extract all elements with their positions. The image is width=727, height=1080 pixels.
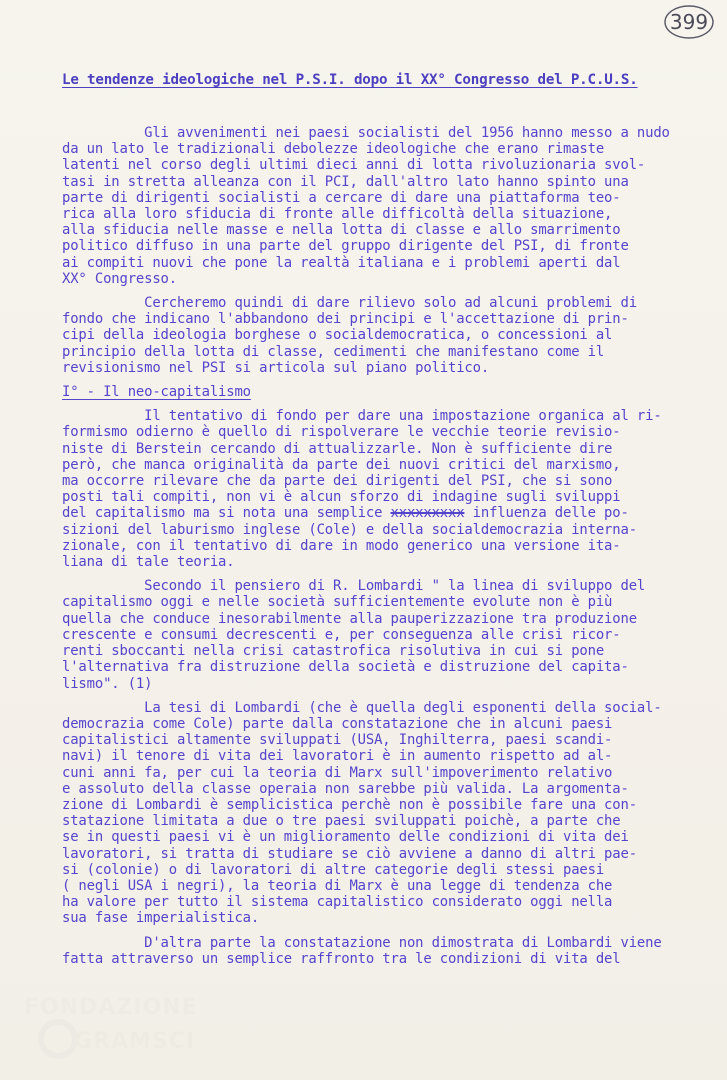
text-line: se in questi paesi vi è un miglioramento delle condizioni di vita dei (62, 829, 629, 846)
section-heading: I° - Il neo-capitalismo (62, 384, 251, 401)
text-line: revisionismo nel PSI si articola sul piano politico. (62, 359, 490, 376)
text-line: latenti nel corso degli ultimi dieci anni di lotta rivoluzionaria svol- (62, 157, 646, 174)
text-line: Cercheremo quindi di dare rilievo solo ad alcuni problemi di (62, 295, 637, 312)
text-line: rica alla loro sfiducia di fronte alle difficoltà della situazione, (62, 206, 613, 223)
text-line: renti sboccanti nella crisi catastrofica risolutiva in cui si pone (62, 643, 605, 660)
text-line: l'alternativa fra distruzione della società e distruzione del capita- (62, 659, 629, 676)
text-line: democrazia come Cole) parte dalla constatazione che in alcuni paesi (62, 715, 613, 732)
text-line: ( negli USA i negri), la teoria di Marx è una legge di tendenza che (62, 877, 613, 894)
text-line: politico diffuso in una parte del gruppo dirigente del PSI, di fronte (62, 238, 629, 255)
paragraph-lombardi-quote (62, 578, 688, 691)
text-line: statazione limitata a due o tre paesi sviluppati poichè, a parte che (62, 813, 621, 830)
watermark-emblem-icon (38, 1019, 78, 1059)
text-line: ma occorre rilevare che da parte dei dirigenti del PSI, che si sono (62, 473, 613, 490)
text-line: posti tali compiti, non vi è alcun sforzo di indagine sugli sviluppi (62, 489, 621, 506)
text-line: La tesi di Lombardi (che è quella degli esponenti della social- (62, 699, 662, 716)
text-line: ha valore per tutto il sistema capitalistico considerato oggi nella (62, 894, 613, 911)
page-number-text: 399 (669, 10, 709, 34)
watermark-text-line: FONDAZIONE (24, 995, 198, 1020)
document-body (62, 125, 688, 975)
text-line: fondo che indicano l'abbandono dei principi e l'accettazione di prin- (62, 311, 629, 328)
text-line: sizioni del laburismo inglese (Cole) e della socialdemocrazia interna- (62, 521, 637, 538)
text-line: principio della lotta di classe, cedimenti che manifestano come il (62, 343, 605, 360)
handwritten-page-number (663, 4, 715, 40)
text-line: Gli avvenimenti nei paesi socialisti del 1956 hanno messo a nudo (62, 125, 670, 141)
text-line: sua fase imperialistica. (62, 910, 260, 927)
struck-out-word: xxxxxxxxx (390, 505, 465, 522)
text-line: ai compiti nuovi che pone la realtà italiana e i problemi aperti dal (62, 254, 621, 271)
text-line: da un lato le tradizionali debolezze ideologiche che erano rimaste (62, 141, 605, 158)
text-line: zione di Lombardi è semplicistica perchè non è possibile fare una con- (62, 796, 637, 813)
paragraph-lombardi-thesis (62, 700, 688, 927)
text-line: tasi in stretta alleanza con il PCI, dall'altro lato hanno spinto una (62, 173, 629, 190)
paragraph-reformism (62, 408, 688, 570)
text-line: XX° Congresso. (62, 270, 177, 287)
text-line-with-strikeout (62, 505, 688, 521)
paragraph-scope (62, 295, 688, 376)
text-line: però, che manca originalità da parte dei nuovi critici del marxismo, (62, 456, 621, 473)
text-line: alla sfiducia nelle masse e nella lotta di classe e allo smarrimento (62, 222, 621, 239)
text-line: capitalismo oggi e nelle società sufficientemente evolute non è più (62, 594, 613, 611)
text-line: niste di Berstein cercando di attualizzarle. Non è sufficiente dire (62, 440, 613, 457)
text-line: e assoluto della classe operaia non sarebbe più valida. La argomenta- (62, 780, 629, 797)
archive-watermark-logo (18, 995, 198, 1075)
text-line: cipi della ideologia borghese o socialdemocratica, o concessioni al (62, 327, 613, 344)
text-line: Secondo il pensiero di R. Lombardi " la linea di sviluppo del (62, 578, 646, 595)
text-line: formismo odierno è quello di rispolverare le vecchie teorie revisio- (62, 424, 621, 441)
text-line: zionale, con il tentativo di dare in modo generico una versione ita- (62, 537, 621, 554)
paragraph-comparison (62, 935, 688, 967)
text-line: fatta attraverso un semplice raffronto tra le condizioni di vita del (62, 950, 621, 967)
text-line: navi) il tenore di vita dei lavoratori è in aumento rispetto ad al- (62, 748, 613, 765)
text-line: capitalistici altamente sviluppati (USA, Inghilterra, paesi scandi- (62, 732, 613, 749)
text-fragment: influenza delle po- (464, 505, 629, 522)
text-line: Il tentativo di fondo per dare una impostazione organica al ri- (62, 408, 662, 425)
document-title: Le tendenze ideologiche nel P.S.I. dopo il XX° Congresso del P.C.U.S. (62, 72, 638, 88)
text-line: quella che conduce inesorabilmente alla pauperizzazione tra produzione (62, 610, 637, 627)
paragraph-intro (62, 125, 688, 287)
text-line: si (colonie) o di lavoratori di altre categorie degli stessi paesi (62, 861, 605, 878)
text-line: cuni anni fa, per cui la teoria di Marx sull'impoverimento relativo (62, 764, 613, 781)
text-line: lismo". (1) (62, 675, 153, 692)
text-fragment: del capitalismo ma si nota una semplice (62, 505, 391, 522)
text-line: liana di tale teoria. (62, 554, 235, 571)
text-line: D'altra parte la constatazione non dimostrata di Lombardi viene (62, 934, 662, 951)
text-line: crescente e consumi decrescenti e, per conseguenza alle crisi ricor- (62, 626, 621, 643)
text-line: parte di dirigenti socialisti a cercare di dare una piattaforma teo- (62, 189, 621, 206)
watermark-text-line: GRAMSCI (74, 1029, 196, 1054)
text-line: lavoratori, si tratta di studiare se ciò avviene a danno di altri pae- (62, 845, 637, 862)
